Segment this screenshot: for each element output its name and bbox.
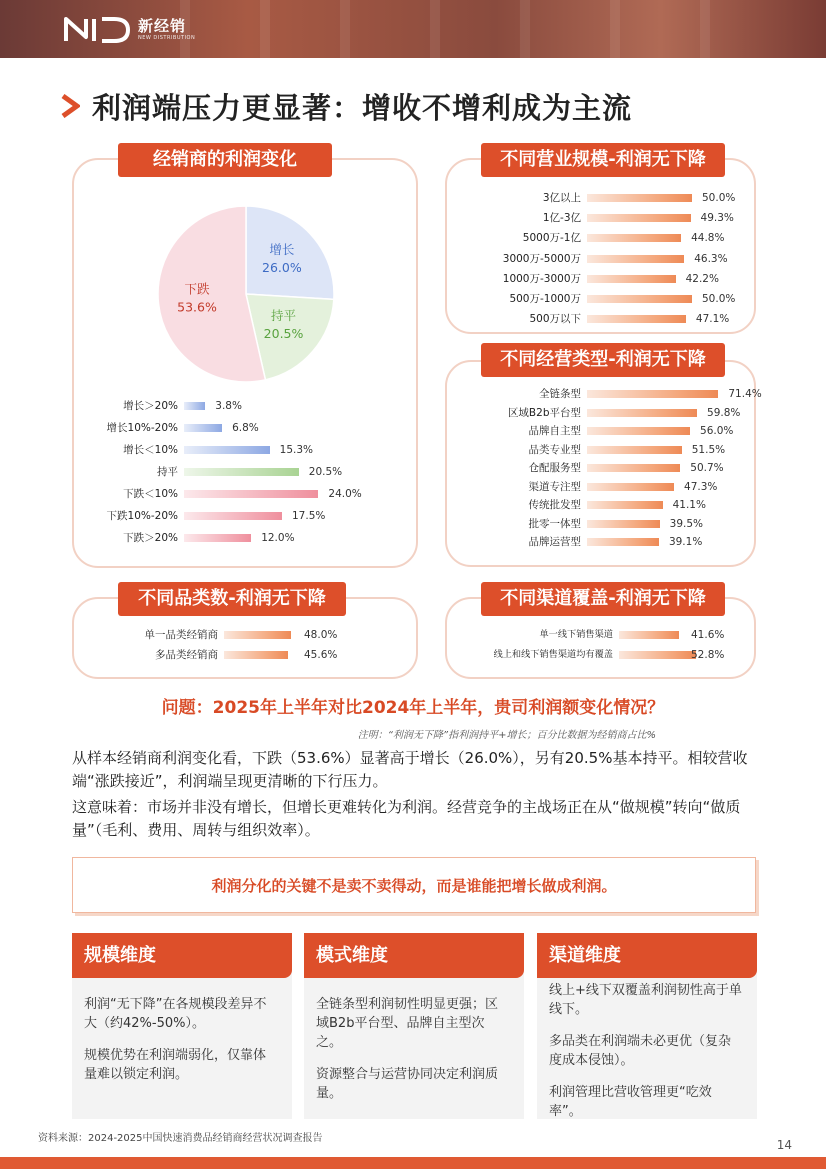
bar bbox=[184, 402, 205, 410]
body-paragraph-2: 这意味着：市场并非没有增长，但增长更难转化为利润。经营竞争的主战场正在从“做规模”转向“做质量”（毛利、费用、周转与组织效率）。 bbox=[72, 798, 741, 839]
bar-value: 52.8% bbox=[691, 649, 725, 661]
bar-label: 区域B2b平台型 bbox=[507, 406, 581, 419]
dimension-title: 渠道维度 bbox=[537, 933, 757, 978]
bar-value: 3.8% bbox=[215, 400, 242, 412]
bar-label: 全链条型 bbox=[539, 388, 581, 400]
bar-row bbox=[82, 398, 378, 414]
bar bbox=[587, 409, 697, 417]
bar-row bbox=[82, 508, 378, 524]
mode-dimension-card bbox=[304, 933, 524, 1119]
bar bbox=[184, 446, 270, 454]
bar-row bbox=[82, 420, 378, 436]
bar-row bbox=[82, 627, 368, 643]
dimension-point: 全链条型利润韧性明显更强；区域B2b平台型、品牌自主型次之。 bbox=[316, 997, 499, 1050]
bar bbox=[587, 295, 692, 303]
bar-value: 41.1% bbox=[672, 499, 706, 511]
bar-value: 51.5% bbox=[691, 443, 726, 456]
bar-label: 500万-1000万 bbox=[509, 293, 581, 305]
bar-value: 20.5% bbox=[308, 466, 343, 478]
dimension-point: 规模优势在利润端弱化，仅靠体量难以锁定利润。 bbox=[84, 1048, 267, 1082]
bar-label: 仓配服务型 bbox=[528, 462, 581, 474]
brand-subtitle: NEW DISTRIBUTION bbox=[138, 35, 196, 41]
bar bbox=[184, 468, 299, 476]
bar bbox=[184, 534, 251, 542]
data-source: 资料来源：2024-2025中国快速消费品经销商经营状况调查报告 bbox=[38, 1133, 323, 1144]
bar-label: 品类专业型 bbox=[528, 443, 581, 456]
bar-label: 3亿以上 bbox=[542, 192, 581, 204]
scale-dimension-card bbox=[72, 933, 292, 1119]
category-heading: 不同品类数-利润无下降 bbox=[118, 582, 346, 616]
bar bbox=[587, 446, 682, 454]
pie-slice-label: 53.6% bbox=[177, 299, 217, 315]
bar-label: 增长＜10% bbox=[123, 444, 178, 456]
bar-row bbox=[455, 190, 751, 206]
bar-label: 单一线下销售渠道 bbox=[539, 629, 613, 640]
pie-slice-label: 26.0% bbox=[262, 260, 302, 276]
bar-label: 下跌＞20% bbox=[123, 532, 178, 544]
bar-label: 单一品类经销商 bbox=[144, 629, 218, 641]
bar-label: 增长10%-20% bbox=[106, 422, 178, 434]
bar-value: 49.3% bbox=[700, 212, 734, 225]
bar-value: 24.0% bbox=[328, 488, 362, 500]
type-heading: 不同经营类型-利润无下降 bbox=[481, 343, 725, 377]
bar-row bbox=[455, 423, 751, 439]
dimension-point: 利润“无下降”在各规模段差异不大（约42%-50%）。 bbox=[84, 997, 267, 1031]
bar-row bbox=[82, 486, 378, 502]
bar-label: 3000万-5000万 bbox=[502, 252, 581, 265]
bar-row bbox=[451, 627, 753, 643]
pie-slice-label: 持平 bbox=[271, 307, 297, 323]
bar bbox=[587, 483, 674, 491]
bar-value: 50.0% bbox=[702, 192, 736, 204]
bar-value: 45.6% bbox=[304, 649, 338, 661]
scale-heading: 不同营业规模-利润无下降 bbox=[481, 143, 725, 177]
dimension-point: 资源整合与运营协同决定利润质量。 bbox=[316, 1067, 499, 1101]
bar-value: 6.8% bbox=[232, 422, 259, 434]
scale-card bbox=[445, 158, 756, 334]
bar-row bbox=[455, 251, 751, 267]
body-paragraph-1: 从样本经销商利润变化看，下跌（53.6%）显著高于增长（26.0%），另有20.5%基本持平。相较营收端“涨跌接近”，利润端呈现更清晰的下行压力。 bbox=[72, 749, 748, 790]
bar-value: 15.3% bbox=[279, 444, 314, 456]
bar-value: 47.3% bbox=[684, 480, 718, 493]
bar-label: 多品类经销商 bbox=[155, 649, 218, 661]
bar-value: 17.5% bbox=[292, 510, 326, 522]
bar-label: 增长＞20% bbox=[123, 400, 178, 412]
bar-value: 50.0% bbox=[702, 293, 736, 305]
type-card bbox=[445, 360, 762, 567]
bar-value: 41.6% bbox=[691, 629, 725, 641]
bar-value: 59.8% bbox=[707, 406, 741, 419]
bar-row bbox=[82, 442, 378, 458]
bar-row bbox=[455, 311, 751, 327]
bar-row bbox=[82, 464, 378, 480]
bar bbox=[587, 194, 692, 202]
bar bbox=[184, 512, 282, 520]
bar bbox=[587, 214, 691, 222]
dimension-point: 线上+线下双覆盖利润韧性高于单线下。 bbox=[549, 983, 742, 1017]
profit-pie-chart bbox=[156, 204, 336, 384]
bar bbox=[587, 538, 659, 546]
profit-change-heading: 经销商的利润变化 bbox=[118, 143, 332, 177]
bar-row bbox=[455, 442, 751, 458]
brand-name: 新经销 bbox=[138, 17, 187, 35]
bar bbox=[184, 424, 222, 432]
bar-row bbox=[82, 530, 378, 546]
bar bbox=[587, 520, 660, 528]
bar-label: 500万以下 bbox=[529, 313, 581, 326]
bar-label: 渠道专注型 bbox=[528, 480, 581, 493]
bar-label: 1亿-3亿 bbox=[542, 212, 581, 225]
channel-heading: 不同渠道覆盖-利润无下降 bbox=[481, 582, 725, 616]
bar bbox=[587, 464, 680, 472]
footer-bar bbox=[0, 1157, 826, 1169]
bar-row bbox=[455, 460, 751, 476]
bar-value: 46.3% bbox=[694, 252, 728, 265]
bar-row bbox=[455, 405, 751, 421]
bar bbox=[587, 275, 676, 283]
chevron-right-icon bbox=[60, 94, 80, 118]
bar-row bbox=[455, 516, 751, 532]
bar-row bbox=[455, 497, 751, 513]
dimension-title: 规模维度 bbox=[72, 933, 292, 978]
header-banner bbox=[0, 0, 826, 58]
bar-row bbox=[455, 479, 751, 495]
bar-value: 50.7% bbox=[690, 462, 724, 474]
footnote: 注明：“利润无下降”指利润持平+增长；百分比数据为经销商占比% bbox=[357, 730, 656, 741]
bar bbox=[587, 501, 663, 509]
survey-question: 问题：2025年上半年对比2024年上半年，贵司利润额变化情况？ bbox=[161, 698, 665, 718]
bar-value: 48.0% bbox=[304, 629, 338, 641]
bar-value: 12.0% bbox=[261, 532, 295, 544]
bar-label: 1000万-3000万 bbox=[502, 272, 581, 285]
pie-slice-label: 下跌 bbox=[184, 281, 210, 297]
bar bbox=[587, 234, 681, 242]
bar-label: 下跌10%-20% bbox=[106, 510, 178, 522]
bar-row bbox=[455, 230, 751, 246]
brand-logo-icon bbox=[64, 15, 132, 43]
bar-label: 批零一体型 bbox=[528, 517, 581, 530]
page-number: 14 bbox=[776, 1138, 792, 1152]
bar-row bbox=[82, 647, 368, 663]
bar-value: 42.2% bbox=[685, 272, 719, 285]
bar-row bbox=[451, 647, 753, 663]
bar-row bbox=[455, 386, 762, 402]
profit-change-card bbox=[72, 158, 418, 568]
bar bbox=[587, 255, 684, 263]
bar-value: 39.5% bbox=[669, 517, 704, 530]
pie-slice-label: 增长 bbox=[269, 242, 295, 258]
bar-value: 47.1% bbox=[695, 313, 730, 326]
bar bbox=[587, 427, 690, 435]
bar-row bbox=[455, 534, 751, 550]
bar bbox=[587, 315, 686, 323]
bar-row bbox=[455, 210, 751, 226]
bar-row bbox=[455, 291, 751, 307]
bar-label: 5000万-1亿 bbox=[522, 232, 581, 245]
bar-label: 持平 bbox=[157, 466, 178, 478]
bar-label: 下跌＜10% bbox=[123, 488, 178, 500]
page-title: 利润端压力更显著：增收不增利成为主流 bbox=[92, 91, 633, 125]
bar-label: 线上和线下销售渠道均有覆盖 bbox=[493, 649, 613, 660]
dimension-point: 多品类在利润端未必更优（复杂度成本侵蚀）。 bbox=[549, 1034, 732, 1068]
bar bbox=[184, 490, 318, 498]
bar-value: 71.4% bbox=[728, 388, 762, 400]
bar bbox=[619, 651, 696, 659]
bar-label: 传统批发型 bbox=[528, 499, 581, 511]
pie-slice-label: 20.5% bbox=[263, 325, 304, 341]
bar-value: 44.8% bbox=[691, 232, 725, 245]
bar bbox=[224, 631, 291, 639]
bar-label: 品牌运营型 bbox=[528, 536, 581, 548]
bar bbox=[587, 390, 718, 398]
dimension-point: 利润管理比营收管理更“吃效率”。 bbox=[549, 1085, 712, 1119]
bar bbox=[224, 651, 288, 659]
bar-row bbox=[455, 271, 751, 287]
bar-value: 56.0% bbox=[700, 425, 734, 437]
bar-label: 品牌自主型 bbox=[528, 425, 581, 437]
bar-value: 39.1% bbox=[668, 536, 703, 548]
dimension-title: 模式维度 bbox=[304, 933, 524, 978]
key-insight-banner: 利润分化的关键不是卖不卖得动，而是谁能把增长做成利润。 bbox=[72, 857, 756, 913]
bar bbox=[619, 631, 679, 639]
channel-dimension-card bbox=[537, 933, 757, 1119]
